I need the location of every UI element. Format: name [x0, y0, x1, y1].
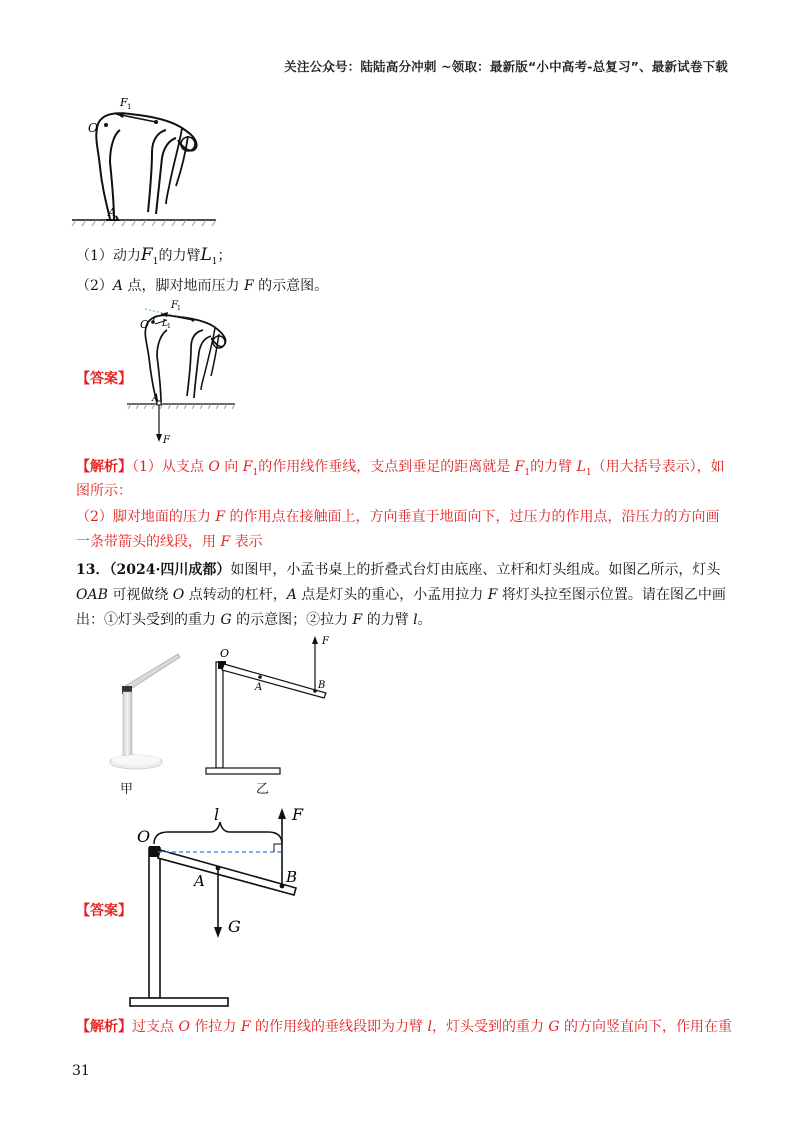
page-header: 关注公众号：陆陆高分冲刺 ~领取：最新版“小中高考-总复习”、最新试卷下载 [284, 59, 728, 74]
o-label-answer-q13: O [137, 827, 151, 846]
f1-label-answer: F [171, 300, 178, 311]
person-figure-answer [125, 296, 240, 448]
o-label-answer: O [140, 318, 150, 331]
answer-label-12: 【答案】 [76, 371, 132, 387]
f-label-q13: F [322, 636, 329, 647]
f1-sub-label-answer: 1 [177, 305, 181, 312]
q12-analysis-line4: 一条带箭头的线段，用 F 表示 [76, 534, 263, 550]
b-label-answer-q13: B [286, 868, 298, 886]
fig-yi-label: 乙 [256, 782, 270, 797]
q12-analysis-line3: （2）脚对地面的压力 F 的作用点在接触面上，方向垂直于地面向下，过压力的作用点，沿压力的方向画 [76, 509, 720, 525]
l-label-answer-q13: l [214, 805, 220, 824]
o-label: O [88, 121, 98, 135]
fig-jia-label: 甲 [120, 782, 134, 797]
f-pressure-label: F [163, 435, 170, 446]
q13-line1: 13．（2024·四川成都）如图甲，小孟书桌上的折叠式台灯由底座、立杆和灯头组成。如图乙所示，灯头 [76, 562, 721, 578]
l1-label-answer: L [162, 319, 168, 329]
q12-analysis-line1: 【解析】（1）从支点 O 向 $F_1$的作用线作垂线，支点到垂足的距离就是 $F_1$的力臂 $L_1$（用大括号表示），如 [76, 459, 725, 478]
q13-line3: 出：①灯头受到的重力 G 的示意图；②拉力 F 的力臂 l。 [76, 612, 432, 628]
f-label-answer-q13: F [292, 805, 304, 824]
q12-analysis-line2: 图所示： [76, 483, 132, 499]
a-label-answer: A [152, 393, 160, 404]
a-label-answer-q13: A [194, 872, 205, 890]
q13-analysis: 【解析】过支点 O 作拉力 F 的作用线的垂线段即为力臂 l，灯头受到的重力 G 的方向竖直向下，作用在重 [76, 1019, 733, 1035]
answer-label-13: 【答案】 [76, 903, 132, 919]
q12-item-1: （1）动力$F_1$的力臂$L_1$； [76, 245, 232, 267]
a-label-q13: A [255, 682, 263, 693]
page-number: 31 [72, 1063, 90, 1079]
f1-label: F [120, 96, 128, 109]
o-label-q13: O [220, 647, 230, 660]
a-label: A [108, 206, 116, 219]
g-label-answer-q13: G [228, 917, 241, 936]
lamp-diagram-answer [128, 800, 328, 1015]
l1-sub-label-answer: 1 [167, 323, 171, 330]
q12-item-2: （2）A 点，脚对地而压力 F 的示意图。 [76, 278, 329, 294]
b-label-q13: B [318, 680, 326, 691]
lamp-diagram-question [200, 630, 340, 780]
q13-line2: OAB 可视做绕 O 点转动的杠杆，A 点是灯头的重心，小孟用拉力 F 将灯头拉至图示位置。请在图乙中画 [76, 587, 726, 603]
f1-sub-label: 1 [127, 103, 132, 111]
desk-lamp-photo [108, 650, 188, 775]
person-figure-question [70, 92, 220, 232]
